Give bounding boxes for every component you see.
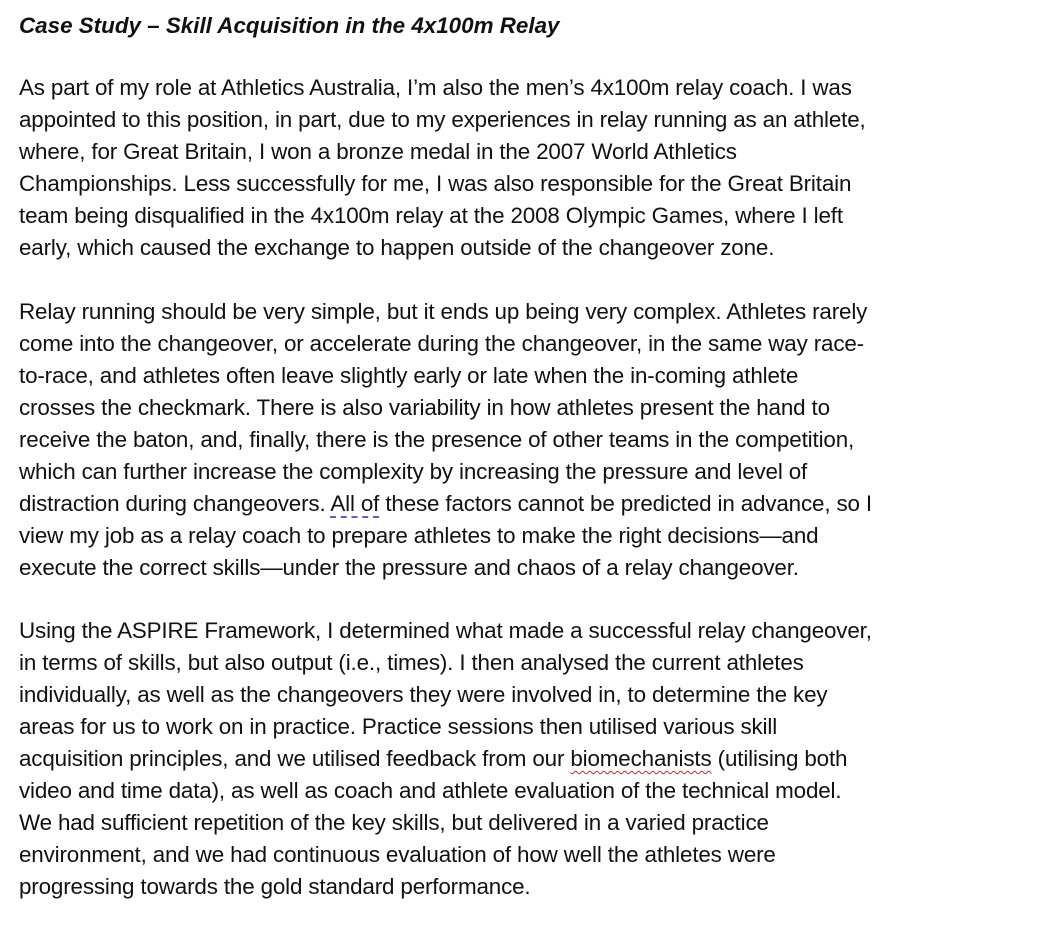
paragraph-line: which can further increase the complexity by increasing the pressure and level of bbox=[19, 459, 808, 484]
paragraph-line: Relay running should be very simple, but it ends up being very complex. Athletes rarely bbox=[19, 299, 868, 324]
paragraph-line: As part of my role at Athletics Australia, I’m also the men’s 4x100m relay coach. I was bbox=[19, 75, 852, 100]
paragraph-line: Championships. Less successfully for me, I was also responsible for the Great Britain bbox=[19, 171, 852, 196]
paragraph-line: environment, and we had continuous evaluation of how well the athletes were bbox=[19, 842, 776, 867]
paragraph-line-with-grammar-flag bbox=[19, 488, 1019, 520]
line-text: distraction during changeovers. bbox=[19, 491, 331, 516]
paragraph-line: crosses the checkmark. There is also variability in how athletes present the hand to bbox=[19, 395, 830, 420]
grammar-suggestion-underline[interactable]: All of bbox=[330, 491, 380, 516]
paragraph-line: areas for us to work on in practice. Practice sessions then utilised various skill bbox=[19, 714, 778, 739]
document-body[interactable] bbox=[19, 8, 1019, 903]
paragraph-line: We had sufficient repetition of the key skills, but delivered in a varied practice bbox=[19, 810, 769, 835]
paragraph-line: receive the baton, and, finally, there is the presence of other teams in the competition, bbox=[19, 427, 855, 452]
paragraph-line: in terms of skills, but also output (i.e., times). I then analysed the current athletes bbox=[19, 650, 804, 675]
paragraph-line: come into the changeover, or accelerate during the changeover, in the same way race- bbox=[19, 331, 864, 356]
paragraph-line: Using the ASPIRE Framework, I determined what made a successful relay changeover, bbox=[19, 618, 872, 643]
paragraph-line: progressing towards the gold standard performance. bbox=[19, 874, 531, 899]
paragraph-line: individually, as well as the changeovers they were involved in, to determine the key bbox=[19, 682, 828, 707]
line-text: (utilising both bbox=[711, 746, 848, 771]
paragraph-line: to-race, and athletes often leave slightly early or late when the in-coming athlete bbox=[19, 363, 799, 388]
paragraph-relay-complexity bbox=[19, 296, 1019, 584]
case-study-title: Case Study – Skill Acquisition in the 4x100m Relay bbox=[19, 13, 560, 38]
paragraph-aspire-framework bbox=[19, 615, 1019, 903]
paragraph-line-with-spelling-flag bbox=[19, 743, 1019, 775]
paragraph-line: where, for Great Britain, I won a bronze medal in the 2007 World Athletics bbox=[19, 139, 737, 164]
paragraph-line: early, which caused the exchange to happen outside of the changeover zone. bbox=[19, 235, 775, 260]
line-text: acquisition principles, and we utilised feedback from our bbox=[19, 746, 571, 771]
paragraph-role-background bbox=[19, 72, 1019, 264]
paragraph-line: team being disqualified in the 4x100m relay at the 2008 Olympic Games, where I left bbox=[19, 203, 843, 228]
spelling-error-underline[interactable]: biomechanists bbox=[570, 746, 712, 771]
paragraph-line: video and time data), as well as coach and athlete evaluation of the technical model. bbox=[19, 778, 842, 803]
paragraph-line: appointed to this position, in part, due to my experiences in relay running as an athlete, bbox=[19, 107, 866, 132]
line-text: these factors cannot be predicted in advance, so I bbox=[379, 491, 872, 516]
paragraph-line: view my job as a relay coach to prepare athletes to make the right decisions—and bbox=[19, 523, 819, 548]
paragraph-line: execute the correct skills—under the pressure and chaos of a relay changeover. bbox=[19, 555, 799, 580]
